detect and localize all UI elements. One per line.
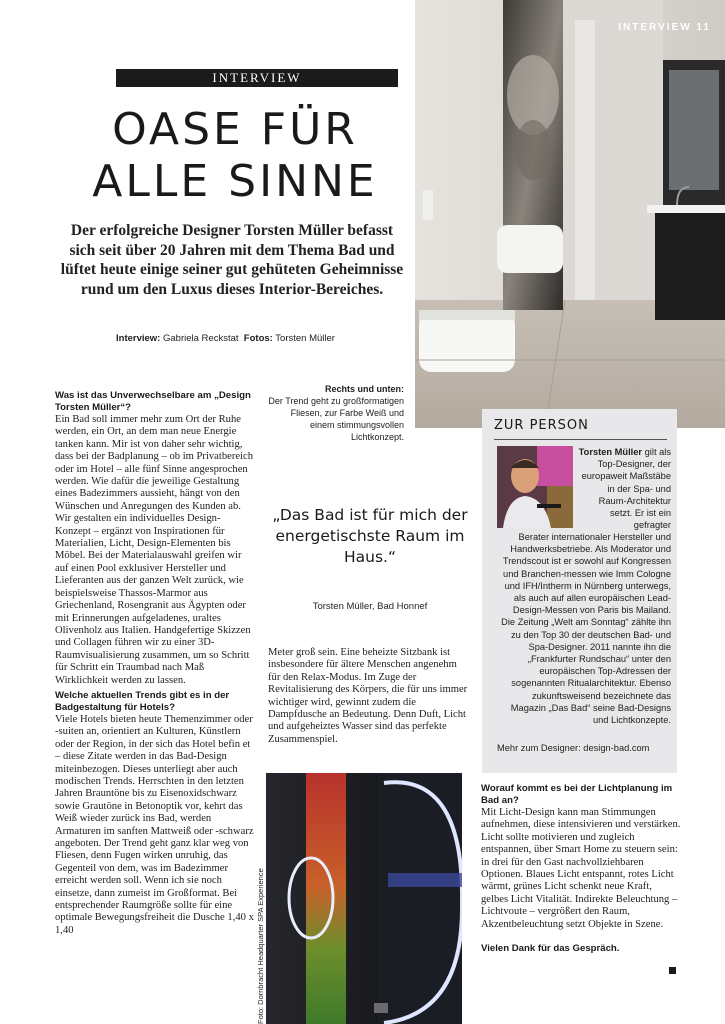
article-column-1 <box>55 390 255 937</box>
caption-title: Rechts und unten: <box>325 384 404 394</box>
spa-photo <box>266 773 462 1024</box>
zur-person-body: Berater internationaler Hersteller und Handwerksbetriebe. Als Moderator und Trendscout ist er sowohl auf Kongressen und Branchen-messen wie Imm Cologne und IFH/Intherm in Nürnberg unterwegs, als auch auf allen europäischen Lead-Design-Messen von Paris bis Mailand. Die Zeitung „Welt am Sonntag“ zählte ihn zu den Top 30 der deutschen Bad- und Spa-Designer. 2011 nannte ihn die „Frankfurter Rundschau“ unter den europäischen Top-Adressen der sogenannten Ritualarchitektur. Ebenso zukunftsweisend bezeichnete das Magazin „Das Bad“ seine Bad-Designs und Lichtkonzepte. <box>501 532 671 726</box>
designer-name: Torsten Müller <box>578 447 643 457</box>
article-column-3 <box>481 783 681 955</box>
divider <box>494 439 667 440</box>
article-column-2 <box>268 647 468 746</box>
pull-quote-source: Torsten Müller, Bad Honnef <box>312 601 428 612</box>
designer-website-link[interactable]: Mehr zum Designer: design-bad.com <box>497 743 650 753</box>
headline <box>70 104 400 208</box>
pull-quote: „Das Bad ist für mich der energetischste Raum im Haus.“ <box>272 506 468 566</box>
running-head: INTERVIEW 11 <box>618 22 711 33</box>
interview-label: Interview: <box>116 333 161 344</box>
zur-person-intro <box>577 446 671 531</box>
answer-2: Viele Hotels bieten heute Themenzimmer oder -suiten an, orientiert an Kulturen, Künstlern oder der Region, in der sich das Hotel befin et – diese Zitate werden in das Bad-Design miteinbezogen. Dieses unterliegt aber auch modischen Trends. Herrschten in den letzten Jahren Brauntöne bis zu Eisenoxidschwarz sowie Grautöne in Betonoptik vor, kehrt das Weiß wieder zurück ins Bad, werden Armaturen im sanften Mattweiß oder -schwarz angeboten. Der Trend geht ganz klar weg von Fliesen, denn Fugen wirken unruhig, das Gegenteil von dem, was im Badezimmer erreicht werden soll. Wenn ich sie noch einsetze, dann zumeist im Großformat. Bei entsprechender Raumgröße sollte für eine optimale Bewegungsfreiheit die Dusche 1,40 x 1,40 <box>55 713 254 936</box>
designer-intro: gilt als Top-Designer, der europaweit Maßstäbe in der Spa- und Raum-Architektur setzt. Er ist ein gefragter <box>581 447 671 531</box>
question-3: Worauf kommt es bei der Lichtplanung im Bad an? <box>481 783 673 806</box>
caption-text: Der Trend geht zu großformatigen Fliesen, zur Farbe Weiß und einem stimmungsvollen Lichtkonzept. <box>268 396 404 442</box>
photos-label: Fotos: <box>243 333 273 344</box>
photo-credit: Foto: Dornbracht Headquarter SPA Experience <box>256 868 265 1024</box>
headline-line-2: ALLE SINNE <box>92 156 378 207</box>
answer-3: Mit Licht-Design kann man Stimmungen aufnehmen, diese intensivieren und verstärken. Licht sollte motivieren und zugleich entspannen, über Smart Home zu steuern sein: in drei für den Gast nachvollziehbaren Optionen. Blaues Licht entspannt, rotes Licht wärmt, grünes Licht schenkt neue Kraft, gelbes Licht Vitalität. Indirekte Beleuchtung – Lichtvoute – vergrößert den Raum, Akzentbeleuchtung setzt Objekte in Szene. <box>481 807 681 930</box>
credits <box>116 333 335 344</box>
headline-line-1: OASE FÜR <box>112 104 358 155</box>
end-mark <box>669 967 676 974</box>
bathroom-photo <box>415 0 725 428</box>
photo-caption <box>264 383 404 443</box>
interview-name: Gabriela Reckstat <box>163 333 239 344</box>
photos-name: Torsten Müller <box>275 333 335 344</box>
designer-portrait <box>497 446 573 528</box>
question-2: Welche aktuellen Trends gibt es in der Badgestaltung für Hotels? <box>55 689 230 713</box>
zur-person-title: ZUR PERSON <box>494 418 589 433</box>
closing-line: Vielen Dank für das Gespräch. <box>481 943 620 955</box>
answer-2-continued: Meter groß sein. Eine beheizte Sitzbank ist insbesondere für ältere Menschen angenehm für den Relax-Modus. Im Zuge der Revitalisierung des Körpers, die für uns immer wichtiger wird, gewinnt zudem die Dampfdusche an Bedeutung. Denn Duft, Licht und aufgeheiztes Wasser sind das perfekte Zusammenspiel. <box>268 647 468 745</box>
kicker-label: INTERVIEW <box>116 69 398 87</box>
answer-1: Ein Bad soll immer mehr zum Ort der Ruhe werden, ein Ort, an dem man neue Energie tanken kann. Mir ist von daher sehr wichtig, dass bei der Badplanung – ob im Privatbereich oder im Hotel – alle fünf Sinne angesprochen werden. Wie dafür die jeweilige Gestaltung eines Badezimmers aussieht, hängt von den Wünschen und Anregungen des Kunden ab. Wir gestalten ein individuelles Design-Konzept – ergänzt von Inspirationen für Materialien, Licht, Design-Elementen bis Möbel. Bei der Materialauswahl greifen wir auf einen Pool exklusiver Hersteller und Lieferanten aus der ganzen Welt zurück, wie beispielsweise Thassos-Marmor aus Griechenland, Rosengranit aus Ägypten oder mit Erinnerungen aufgeladenes, uraltes Olivenholz aus Italien. Handgefertige Skizzen und Collagen führen wir zu einer 3D-Raumvisualisierung zusammen, um so Schritt für Schritt ein Traumbad nach Maß Wirklichkeit werden zu lassen. <box>55 414 253 686</box>
question-1: Was ist das Unverwechselbare am „Design Torsten Müller“? <box>55 390 251 413</box>
lede: Der erfolgreiche Designer Torsten Müller befasst sich seit über 20 Jahren mit dem Thema Bad und lüftet heute einige seiner gut gehüteten Geheimnisse rund um den Luxus dieses Interior-Bereiches. <box>60 222 404 298</box>
